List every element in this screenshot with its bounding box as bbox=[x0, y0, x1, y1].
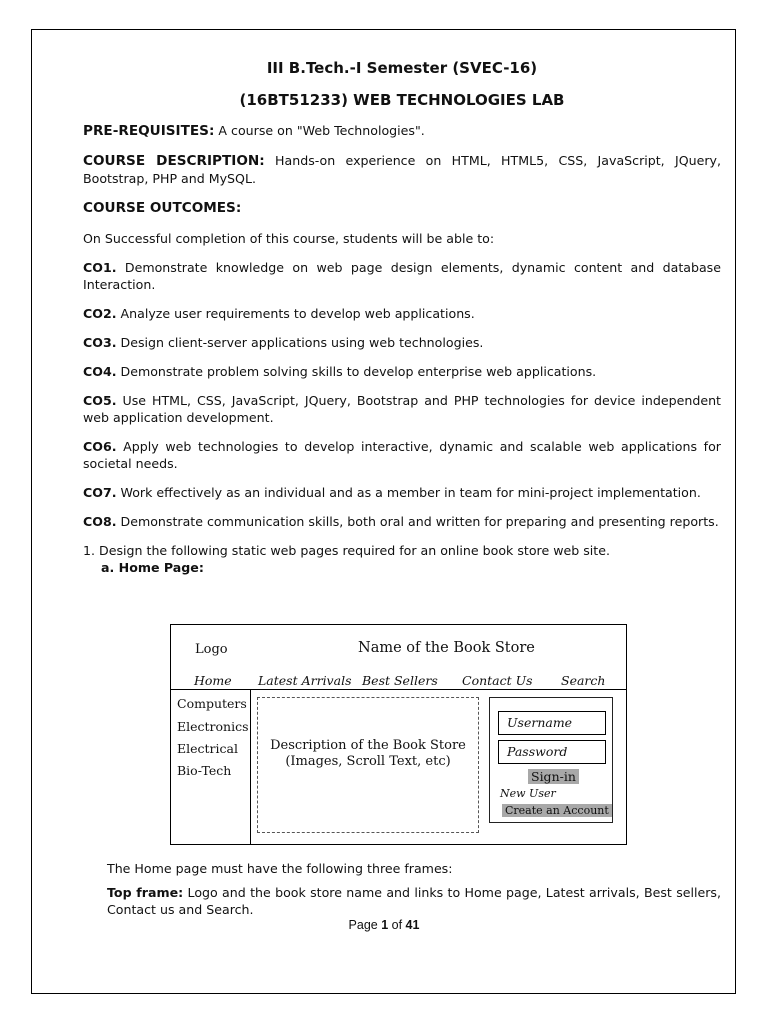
wireframe-divider-vertical bbox=[250, 689, 251, 845]
page-word: Page bbox=[348, 918, 382, 932]
wireframe-category: Electronics bbox=[177, 719, 249, 734]
prerequisites bbox=[83, 122, 721, 140]
wireframe-password-field: Password bbox=[498, 740, 606, 764]
outcome-co8 bbox=[83, 513, 721, 530]
wireframe-description-line1: Description of the Book Store bbox=[270, 738, 466, 753]
prerequisites-label: PRE-REQUISITES: bbox=[83, 123, 215, 139]
page-number: 1 bbox=[381, 918, 389, 932]
wireframe-nav-home: Home bbox=[194, 673, 232, 688]
outcome-co1 bbox=[83, 259, 721, 293]
outcome-text: Apply web technologies to develop interactive, dynamic and scalable web applications for societal needs. bbox=[83, 439, 721, 471]
outcome-code: CO6. bbox=[83, 439, 117, 454]
wireframe-category: Bio-Tech bbox=[177, 763, 232, 778]
outcome-code: CO1. bbox=[83, 260, 117, 275]
outcome-code: CO4. bbox=[83, 364, 117, 379]
top-frame-text: Logo and the book store name and links to Home page, Latest arrivals, Best sellers, Contact us and Search. bbox=[107, 885, 721, 917]
frames-intro: The Home page must have the following three frames: bbox=[107, 861, 453, 876]
course-description-label: COURSE DESCRIPTION: bbox=[83, 153, 265, 169]
outcome-code: CO3. bbox=[83, 335, 117, 350]
wireframe-create-account-button: Create an Account bbox=[502, 804, 612, 817]
outcome-text: Work effectively as an individual and as a member in team for mini-project implementation. bbox=[116, 485, 701, 500]
wireframe-login-box bbox=[489, 697, 613, 823]
top-frame-label: Top frame: bbox=[107, 885, 184, 900]
outcome-code: CO7. bbox=[83, 485, 117, 500]
course-description bbox=[83, 152, 721, 187]
page-footer bbox=[0, 918, 768, 932]
wireframe-new-user-label: New User bbox=[500, 787, 556, 800]
frames-section bbox=[83, 860, 721, 918]
home-page-wireframe bbox=[170, 624, 627, 845]
outcome-text: Demonstrate knowledge on web page design elements, dynamic content and database Interaction. bbox=[83, 260, 721, 292]
wireframe-store-name: Name of the Book Store bbox=[358, 640, 535, 656]
exercise-sub-a: a. Home Page: bbox=[101, 560, 204, 575]
page-total: 41 bbox=[405, 918, 420, 932]
outcome-co4 bbox=[83, 363, 721, 380]
wireframe-nav-latest-arrivals: Latest Arrivals bbox=[258, 673, 352, 688]
wireframe-nav-best-sellers: Best Sellers bbox=[362, 673, 438, 688]
course-outcomes-heading: COURSE OUTCOMES: bbox=[83, 200, 242, 216]
outcome-text: Design client-server applications using web technologies. bbox=[116, 335, 484, 350]
course-description-text: Hands-on experience on HTML, HTML5, CSS, JavaScript, JQuery, Bootstrap, PHP and MySQL. bbox=[83, 153, 722, 186]
exercise-item-1: 1. Design the following static web pages required for an online book store web site. bbox=[83, 543, 611, 558]
outcome-code: CO5. bbox=[83, 393, 117, 408]
outcome-text: Use HTML, CSS, JavaScript, JQuery, Bootstrap and PHP technologies for device independent web application development. bbox=[83, 393, 721, 425]
outcome-co6 bbox=[83, 438, 721, 472]
wireframe-description-frame bbox=[257, 697, 479, 833]
outcome-text: Demonstrate communication skills, both oral and written for preparing and presenting reports. bbox=[116, 514, 719, 529]
semester-title: III B.Tech.-I Semester (SVEC-16) bbox=[266, 59, 538, 77]
top-frame-description bbox=[83, 884, 721, 918]
outcome-code: CO8. bbox=[83, 514, 117, 529]
wireframe-description-line2: (Images, Scroll Text, etc) bbox=[285, 754, 451, 769]
wireframe-nav-search: Search bbox=[561, 673, 606, 688]
outcomes-intro: On Successful completion of this course, students will be able to: bbox=[83, 231, 495, 246]
wireframe-divider-horizontal bbox=[171, 689, 626, 690]
prerequisites-text: A course on "Web Technologies". bbox=[214, 123, 425, 138]
document-body bbox=[83, 58, 721, 576]
course-title: (16BT51233) WEB TECHNOLOGIES LAB bbox=[239, 91, 565, 109]
wireframe-username-field: Username bbox=[498, 711, 606, 735]
wireframe-category: Computers bbox=[177, 696, 247, 711]
outcome-co2 bbox=[83, 305, 721, 322]
outcome-co3 bbox=[83, 334, 721, 351]
outcome-text: Demonstrate problem solving skills to develop enterprise web applications. bbox=[116, 364, 597, 379]
outcome-code: CO2. bbox=[83, 306, 117, 321]
wireframe-signin-button: Sign-in bbox=[528, 769, 579, 784]
outcome-co5 bbox=[83, 392, 721, 426]
wireframe-category: Electrical bbox=[177, 741, 238, 756]
of-word: of bbox=[388, 918, 406, 932]
wireframe-logo: Logo bbox=[195, 642, 228, 657]
outcome-text: Analyze user requirements to develop web applications. bbox=[116, 306, 475, 321]
outcome-co7 bbox=[83, 484, 721, 501]
wireframe-nav-contact-us: Contact Us bbox=[462, 673, 533, 688]
